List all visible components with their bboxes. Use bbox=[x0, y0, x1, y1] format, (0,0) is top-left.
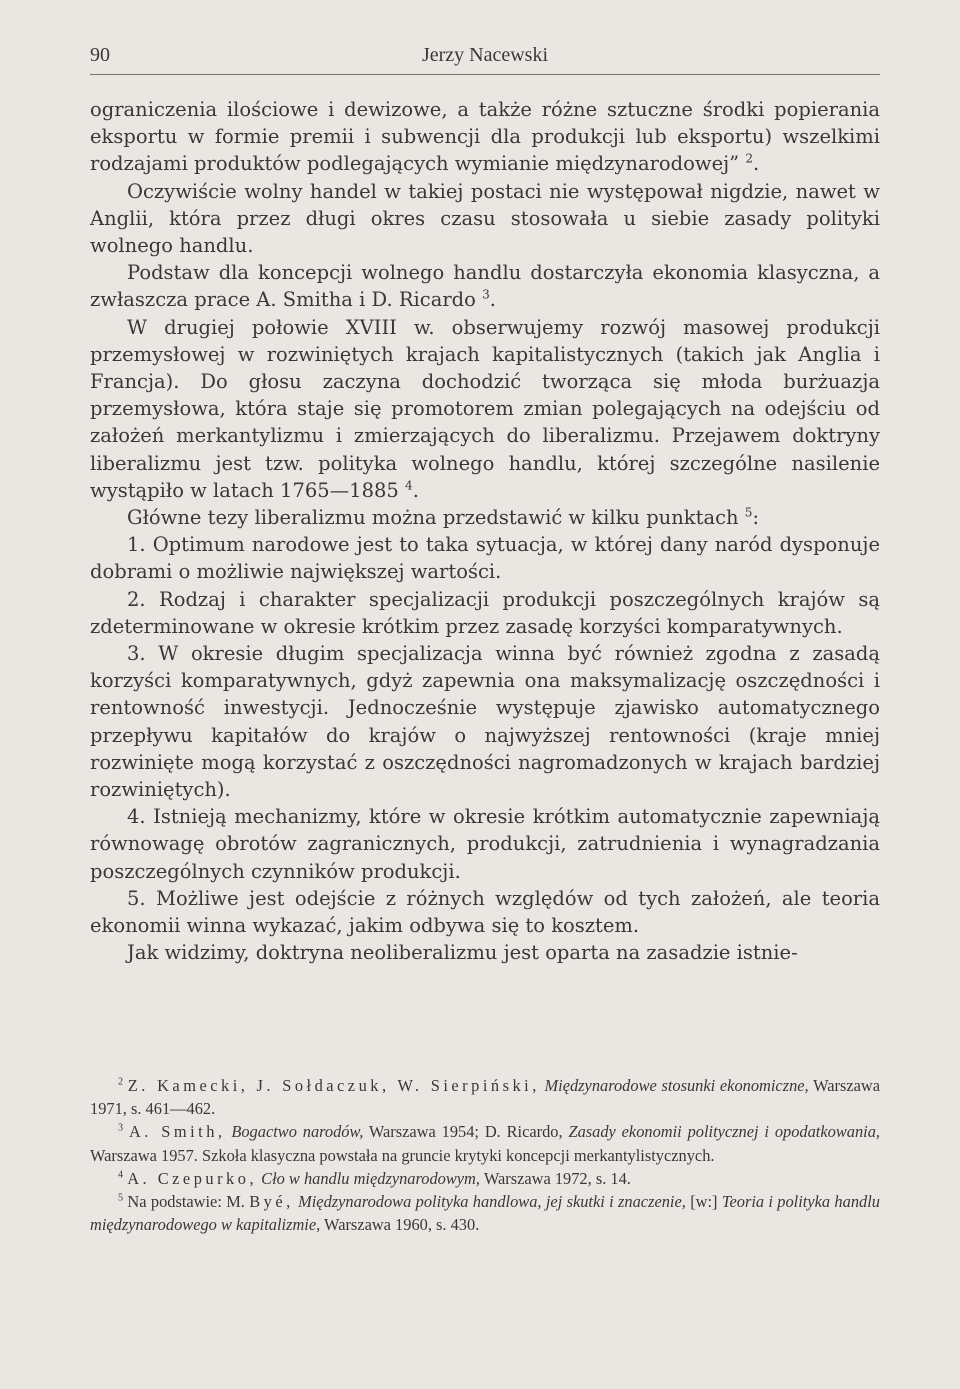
footnote-title: Międzynarodowe stosunki ekonomiczne, bbox=[544, 1076, 809, 1095]
footnote: $^4$ A. Czepurko, Cło w handlu międzynarodowym, Warszawa 1972, s. 14. bbox=[118, 1168, 631, 1188]
paragraph: Jak widzimy, doktryna neoliberalizmu jest oparta na zasadzie istnie- bbox=[127, 941, 798, 965]
footnote-title: Cło w handlu międzynarodowym, bbox=[261, 1168, 480, 1188]
paragraph: W drugiej połowie XVIII w. obserwujemy rozwój masowej produkcji przemysłowej w rozwiniętych krajach kapitalistycznych (takich jak Anglia i Francja). Do głosu zaczyna dochodzić tworząca się młoda burżuazja przemysłowa, która staje się promotorem zmian polegających na odejściu od założeń merkantylizmu i zmierzających do liberalizmu. Przejawem doktryny liberalizmu jest tzw. polityka wolnego handlu, której szczególne nasilenie wystąpiło w latach 1765—1885 $^4$. bbox=[90, 315, 880, 502]
list-item: 2. Rodzaj i charakter specjalizacji produkcji poszczególnych krajów są zdeterminowane w okresie krótkim przez zasadę korzyści komparatywnych. bbox=[90, 587, 880, 638]
list-item: 1. Optimum narodowe jest to taka sytuacja, w której dany naród dysponuje dobrami o możliwie największej wartości. bbox=[90, 533, 880, 584]
footnote-author: Z. Kamecki, J. Sołdaczuk, W. Sierpiński, bbox=[127, 1076, 540, 1095]
list-item: 3. W okresie długim specjalizacja winna być również zgodna z zasadą korzyści komparatywnych, gdyż zapewnia ona maksymalizację oszczędności i rentowność inwestycji. Jednocześnie występuje zjawisko automatycznego przepływu kapitałów do krajów o najwyższej rentowności (kraje mniej rozwinięte mogą korzystać z oszczędności nagromadzonych w krajach bardziej rozwiniętych). bbox=[90, 642, 880, 802]
list-item: 5. Możliwe jest odejście z różnych względów od tych założeń, ale teoria ekonomii winna wykazać, jakim odbywa się to kosztem. bbox=[90, 886, 880, 938]
footnote-title: Bogactwo narodów, bbox=[231, 1122, 364, 1142]
footnote-ref[interactable]: 2 bbox=[745, 151, 754, 166]
page-header bbox=[90, 40, 880, 75]
footnote-author: Byé, bbox=[249, 1192, 294, 1212]
footnote-number: 2 bbox=[118, 1076, 124, 1088]
footnote-number: 3 bbox=[118, 1122, 124, 1134]
body-text bbox=[90, 96, 880, 967]
footnote-ref[interactable]: 5 bbox=[744, 505, 753, 520]
page-number: 90 bbox=[90, 44, 110, 66]
footnote: $^5$ Na podstawie: M. Byé, Międzynarodowa polityka handlowa, jej skutki i znaczenie, [w:] Teoria i polityka handlu międzynarodowego w kapitalizmie, Warszawa 1960, s. 430. bbox=[90, 1192, 880, 1235]
list-item: 4. Istnieją mechanizmy, które w okresie krótkim automatycznie zapewniają równowagę obrotów zagranicznych, produkcji, zatrudnienia i wynagradzania poszczególnych czynników produkcji. bbox=[90, 805, 880, 883]
footnote-author: A. Czepurko, bbox=[127, 1168, 258, 1188]
footnote-title: Teoria i polityka handlu międzynarodowego w kapitalizmie, bbox=[90, 1192, 880, 1235]
footnote-author: A. Smith, bbox=[128, 1122, 226, 1142]
paragraph: Oczywiście wolny handel w takiej postaci nie występował nigdzie, nawet w Anglii, która przez długi okres czasu stosowała u siebie zasady polityki wolnego handlu. bbox=[90, 179, 880, 258]
footnote-number: 4 bbox=[118, 1169, 124, 1181]
footnote: $^2$ Z. Kamecki, J. Sołdaczuk, W. Sierpiński, Międzynarodowe stosunki ekonomiczne, Warszawa 1971, s. 461—462. bbox=[90, 1076, 880, 1119]
footnote-title: Zasady ekonomii politycznej i opodatkowania, bbox=[568, 1122, 880, 1142]
footnote-ref[interactable]: 3 bbox=[482, 287, 490, 302]
paragraph: ograniczenia ilościowe i dewizowe, a także różne sztuczne środki popierania eksportu w formie premii i subwencji dla produkcji lub eksportu) wszelkimi rodzajami produktów podlegających wymianie międzynarodowej” $^2$. bbox=[90, 98, 880, 176]
footnote-title: Międzynarodowa polityka handlowa, jej skutki i znaczenie, bbox=[298, 1192, 686, 1212]
footnote-ref[interactable]: 4 bbox=[405, 478, 413, 493]
footnotes bbox=[90, 1074, 880, 1236]
running-head: Jerzy Nacewski bbox=[421, 44, 549, 66]
footnote: $^3$ A. Smith, Bogactwo narodów, Warszawa 1954; D. Ricardo, Zasady ekonomii politycznej i opodatkowania, Warszawa 1957. Szkoła klasyczna powstała na gruncie krytyki koncepcji merkantylistycznych. bbox=[90, 1122, 880, 1165]
paragraph: Główne tezy liberalizmu można przedstawić w kilku punktach $^5$: bbox=[127, 505, 760, 530]
paragraph: Podstaw dla koncepcji wolnego handlu dostarczyła ekonomia klasyczna, a zwłaszcza prace A. Smitha i D. Ricardo $^3$. bbox=[90, 261, 880, 312]
footnote-number: 5 bbox=[118, 1192, 124, 1204]
